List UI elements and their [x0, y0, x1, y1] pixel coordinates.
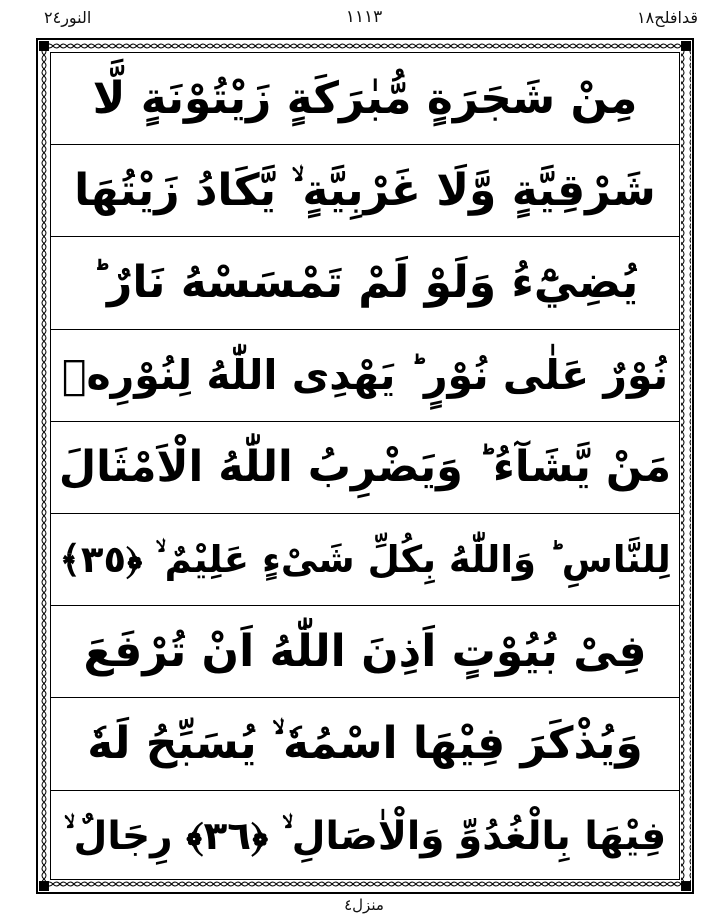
text-line-6 — [51, 514, 679, 606]
verse-text: فِيْهَا بِالْغُدُوِّ وَالْاٰصَالِ ۙ ﴿٣٦﴾ رِجَالٌ ۙ — [63, 814, 667, 860]
manzil-label: منزل٤ — [344, 896, 384, 914]
verse-text: شَرْقِيَّةٍ وَّلَا غَرْبِيَّةٍ ۙ يَّكَادُ زَيْتُهَا — [74, 164, 656, 216]
juz-name-label: قدافلح١٨ — [637, 8, 698, 27]
text-line-7 — [51, 606, 679, 698]
text-line-3 — [51, 237, 679, 329]
page-header — [0, 0, 728, 38]
page-number: ١١١٣ — [345, 7, 383, 27]
page-frame — [36, 38, 694, 894]
text-line-4 — [51, 330, 679, 422]
text-line-2 — [51, 145, 679, 237]
verse-text: وَيُذْكَرَ فِيْهَا اسْمُهٗ ۙ يُسَبِّحُ لَهٗ — [87, 717, 643, 769]
verse-text: فِىْ بُيُوْتٍ اَذِنَ اللّٰهُ اَنْ تُرْفَعَ — [83, 625, 647, 677]
text-panel — [50, 52, 680, 880]
text-line-9 — [51, 791, 679, 883]
text-line-5 — [51, 422, 679, 514]
verse-text: لِلنَّاسِ ؕ وَاللّٰهُ بِكُلِّ شَىْءٍ عَلِيْمٌ ۙ ﴿٣٥﴾ — [59, 538, 671, 582]
verse-text: نُوْرٌ عَلٰى نُوْرٍ ؕ يَهْدِى اللّٰهُ لِنُوْرِهٖ — [61, 350, 669, 399]
text-line-8 — [51, 698, 679, 790]
verse-text: يُضِيْٓءُ وَلَوْ لَمْ تَمْسَسْهُ نَارٌ ؕ — [91, 256, 639, 308]
text-line-1 — [51, 53, 679, 145]
surah-name-label: النور٢٤ — [44, 8, 92, 27]
verse-text: مِنْ شَجَرَةٍ مُّبٰرَكَةٍ زَيْتُوْنَةٍ لَّا — [92, 72, 638, 124]
page-footer — [0, 896, 728, 920]
verse-text: مَنْ يَّشَآءُ ؕ وَيَضْرِبُ اللّٰهُ الْاَمْثَالَ — [58, 441, 672, 492]
